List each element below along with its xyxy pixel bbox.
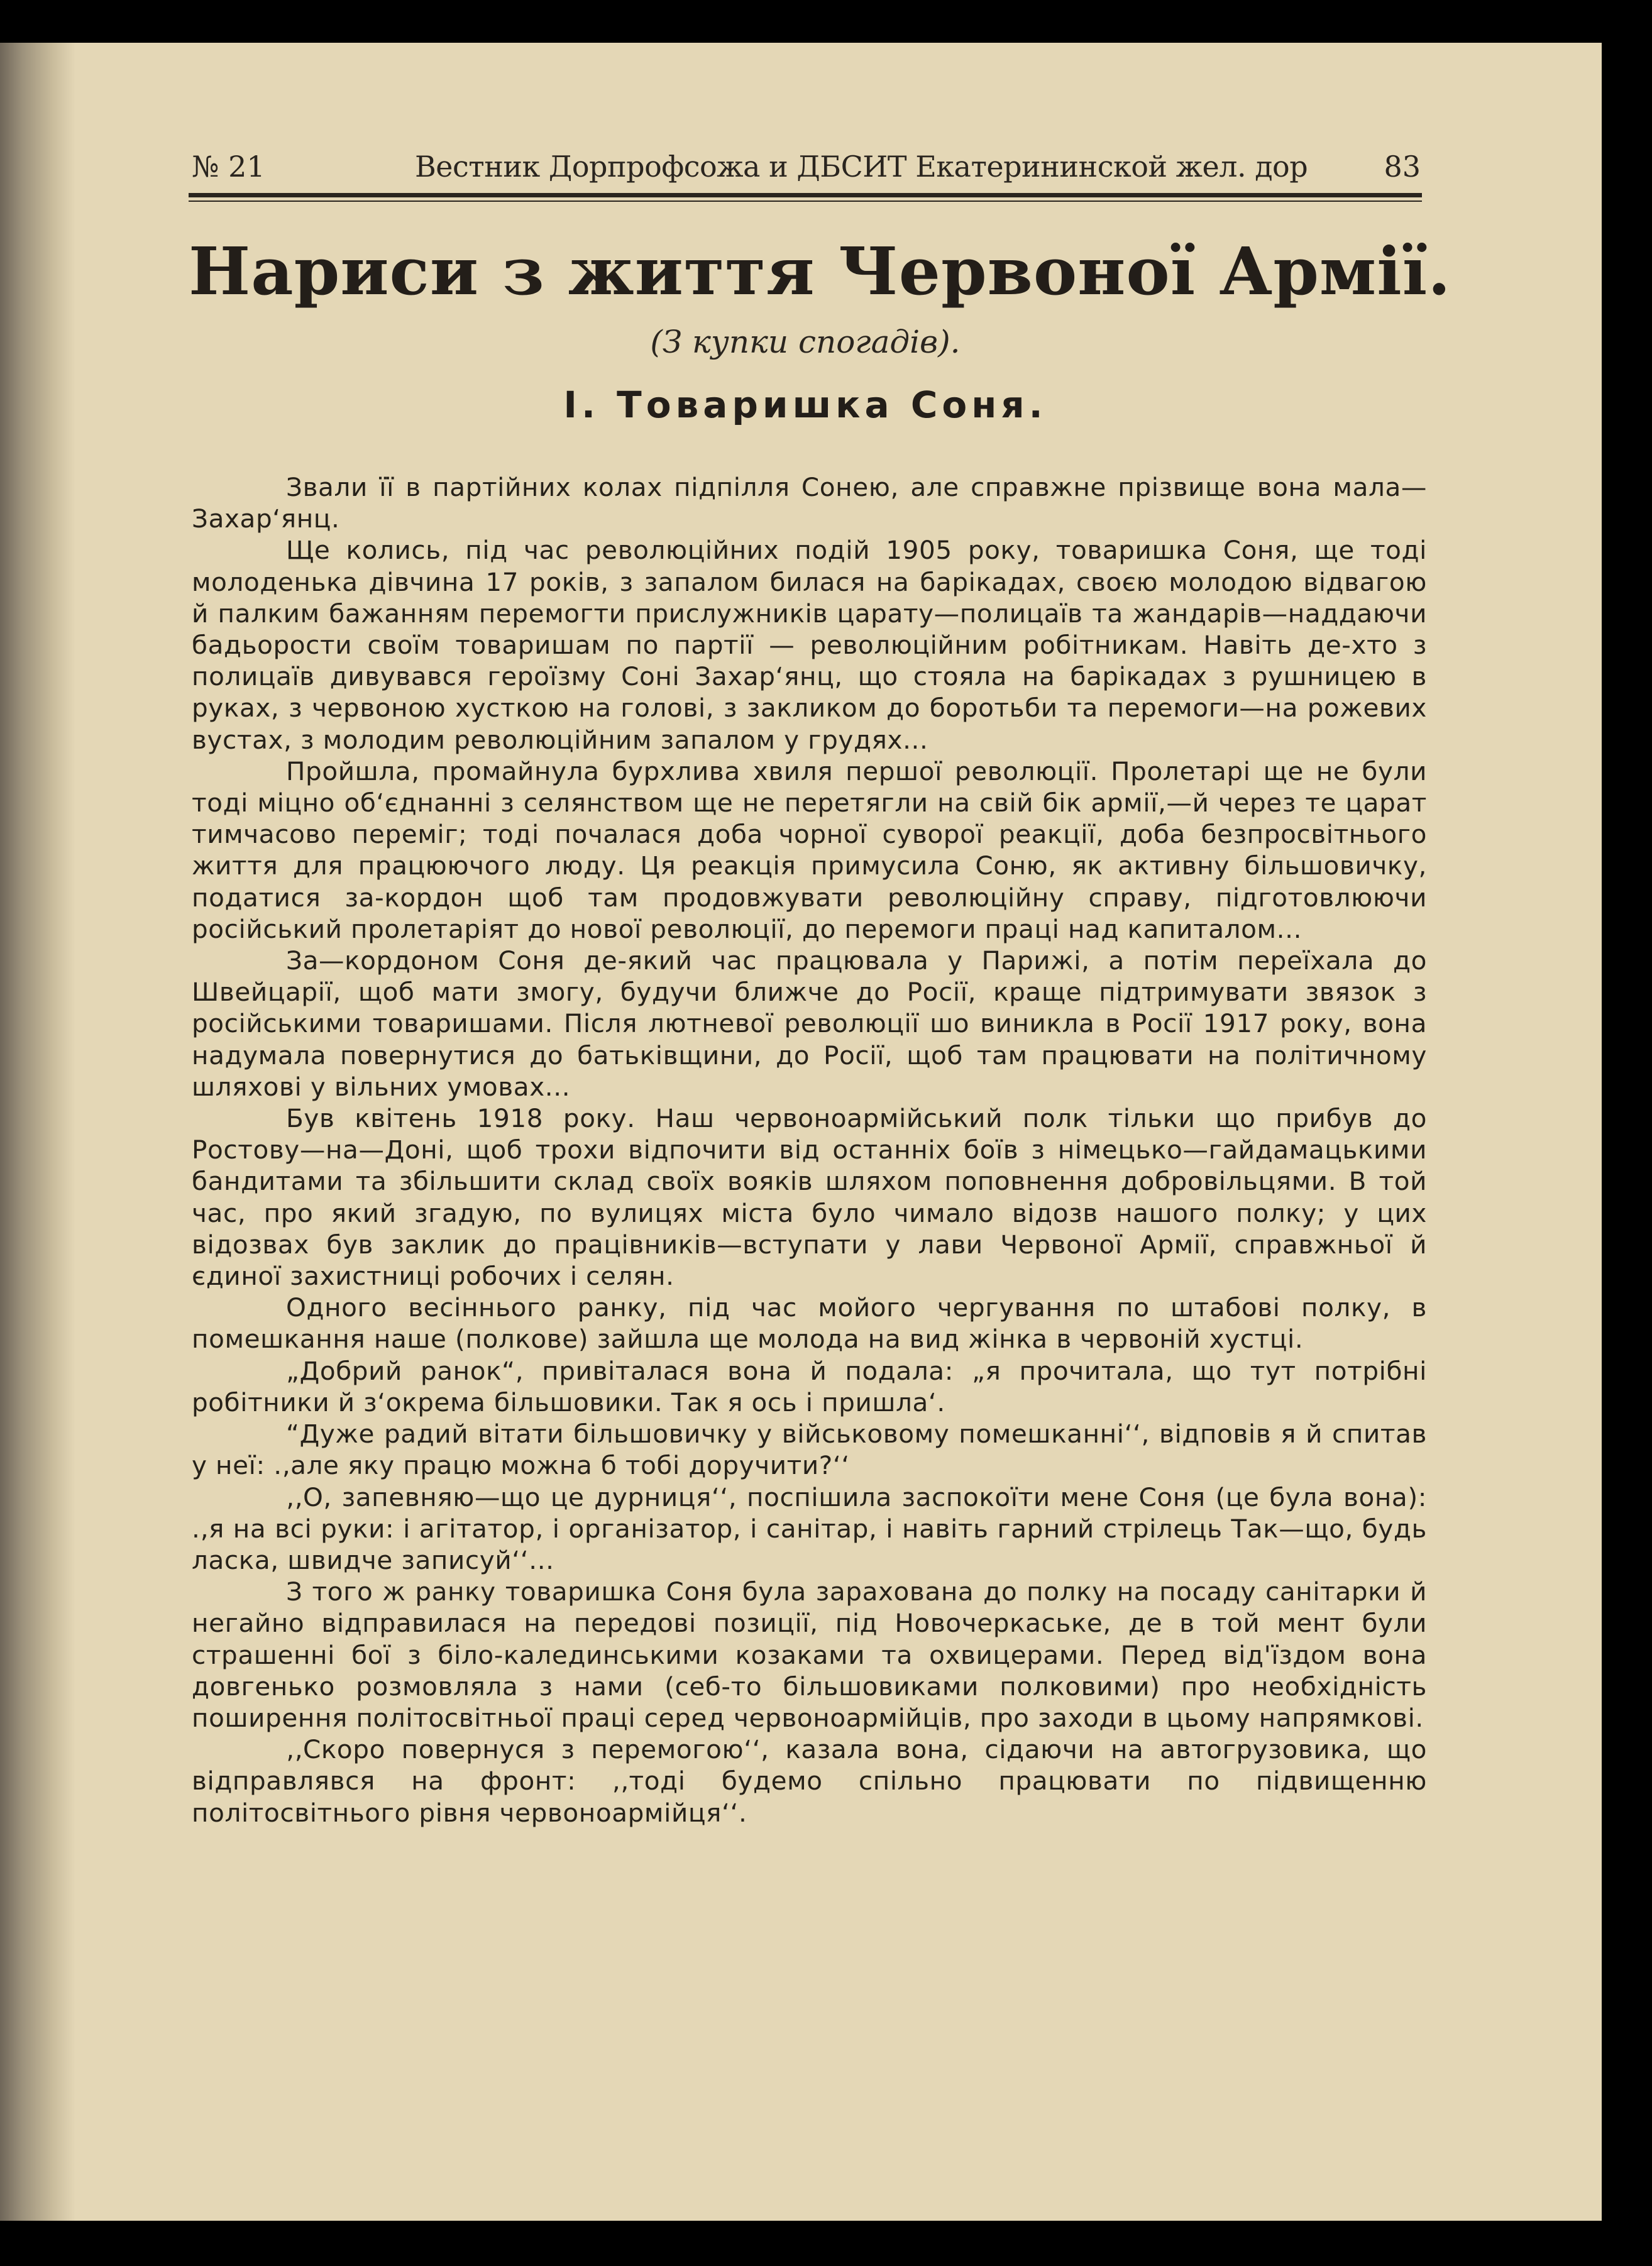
paragraph: “Дуже радий вітати більшовичку у військовому помешканні‘‘, відповів я й спитав у неї: .‚але яку працю можна б тобі доручити?‘‘ (192, 1419, 1427, 1481)
paragraph: ‚‚Скоро повернуся з перемогою‘‘, казала вона, сідаючи на автогрузовика, що відправлявся на фронт: ‚‚тоді будемо спільно працювати по підвищенню політосвітнього рівня червоноармійця‘‘. (192, 1734, 1427, 1828)
book-spine-shadow (0, 43, 75, 2221)
paragraph: Ще колись, під час революційних подій 1905 року, товаришка Соня, ще тоді молоденька дівчина 17 років, з запалом билася на барікадах, своєю молодою відвагою й палким бажанням перемогти прислужників царату—полицаїв та жандарів—наддаючи бадьорости своїм товаришам по партії — революційним робітникам. Навіть де-хто з полицаїв дивувався героїзму Соні Захар‘янц, що стояла на барікадах з рушницею в руках, з червоною хусткою на голові, з закликом до боротьби та перемоги—на рожевих вустах, з молодим революційним запалом у грудях... (192, 535, 1427, 755)
issue-number: № 21 (192, 150, 265, 184)
paragraph: З того ж ранку товаришка Соня була зарахована до полку на посаду санітарки й негайно відправилася на передові позиції, під Новочеркаське, де в той мент були страшенні бої з біло-калединськими козаками та охвицерами. Перед від'їздом вона довгенько розмовляла з нами (себ-то більшовиками полковими) про необхідність поширення політосвітньої праці серед червоноармійців, про заходи в цьому напрямкові. (192, 1576, 1427, 1733)
page-number: 83 (1384, 150, 1421, 184)
paragraph: Був квітень 1918 року. Наш червоноармійський полк тільки що прибув до Ростову—на—Доні, щоб трохи відпочити від останніх боїв з німецько—гайдамацькими бандитами та збільшити склад своїх вояків шляхом поповнення добровільцями. В той час, про який згадую, по вулицях міста було чимало відозв нашого полку; у цих відозвах був заклик до працівників—вступати у лави Червоної Армії, справжньої й єдиної захистниці робочих і селян. (192, 1103, 1427, 1292)
paragraph: Звали її в партійних колах підпілля Сонею, але справжне прізвище вона мала—Захар‘янц. (192, 472, 1427, 534)
article-title: Нариси з життя Червоної Армії. (189, 233, 1451, 310)
header-rule-thick (189, 193, 1422, 197)
header-rule-thin (189, 201, 1422, 202)
paragraph: Одного весіннього ранку, під час мойого чергування по штабові полку, в помешкання наше (полкове) зайшла ще молода на вид жінка в червоній хустці. (192, 1292, 1427, 1355)
paragraph: За—кордоном Соня де-який час працювала у Парижі, а потім переїхала до Швейцарії, щоб мати змогу, будучи ближче до Росії, краще підтримувати звязок з російськими товаришами. Після лютневої революції шо виникла в Росії 1917 року, вона надумала повернутися до батьківщини, до Росії, щоб там працювати на політичному шляхові у вільних умовах... (192, 945, 1427, 1102)
article-subtitle: (З купки спогадів). (650, 324, 961, 360)
running-header (192, 150, 1421, 187)
paragraph: Пройшла, промайнула бурхлива хвиля першої революції. Пролетарі ще не були тоді міцно об‘єднанні з селянством ще не перетягли на свій бік армії,—й через те царат тимчасово переміг; тоді почалася доба чорної суворої реакції, доба безпросвітнього життя для працюючого люду. Ця реакція примусила Соню, як активну більшовичку, податися за-кордон щоб там продовжувати революційну справу, підготовлюючи російський пролетаріят до нової революції, до перемоги праці над капиталом... (192, 756, 1427, 944)
article-body (192, 471, 1427, 1829)
journal-title: Вестник Дорпрофсожа и ДБСИТ Екатерининской жел. дор (415, 150, 1308, 184)
section-heading: І. Товаришка Соня. (563, 383, 1047, 426)
paragraph: „Добрий ранок“, привіталася вона й подала: „я прочитала, що тут потрібні робітники й з‘окрема більшовики. Так я ось і пришла‘. (192, 1355, 1427, 1417)
paragraph: ‚‚О, запевняю—що це дурниця‘‘, поспішила заспокоїти мене Соня (це була вона): .‚я на всі руки: і агітатор, і організатор, і санітар, і навіть гарний стрілець Так—що, будь ласка, швидче записуй‘‘... (192, 1482, 1427, 1575)
